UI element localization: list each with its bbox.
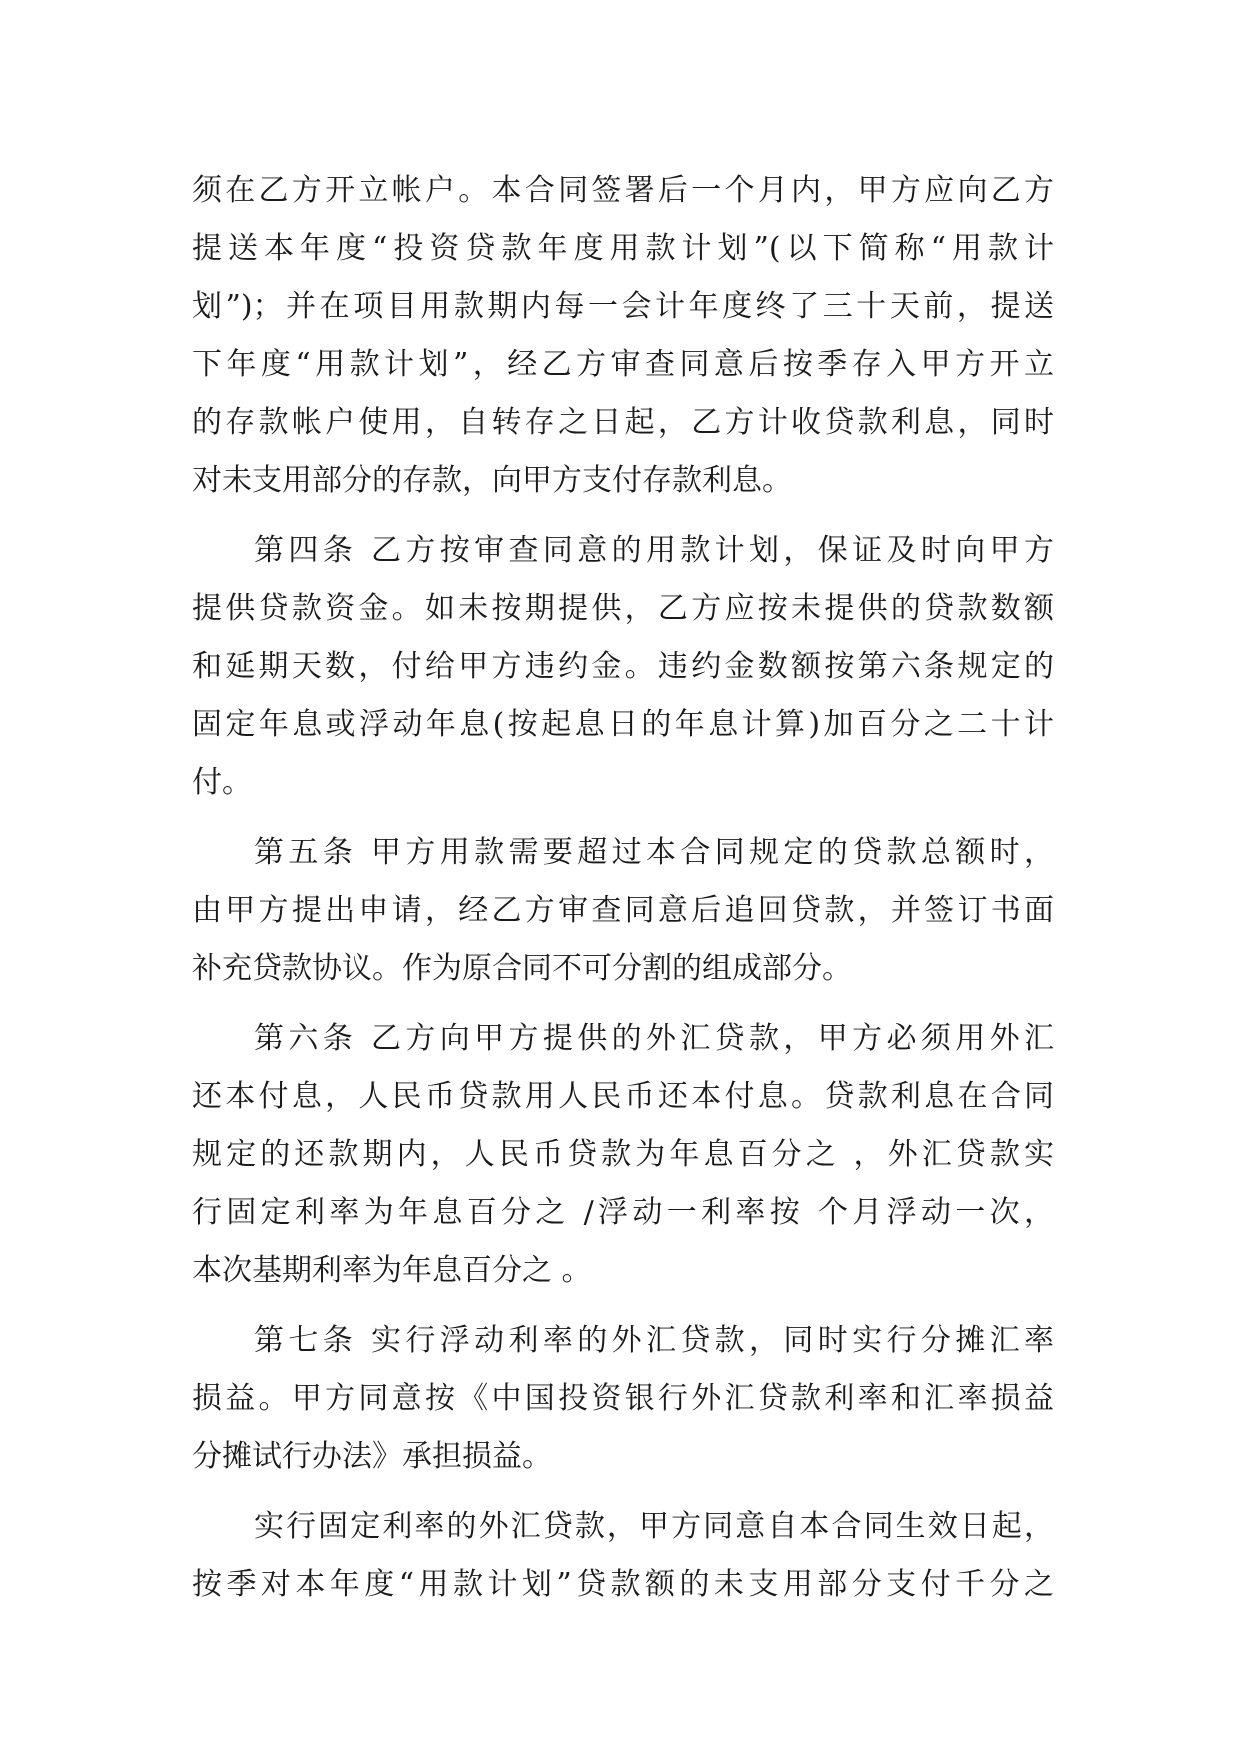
text-line: 须在乙方开立帐户。本合同签署后一个月内，甲方应向乙方 [192, 173, 1054, 208]
text-line: 分摊试行办法》承担损益。 [192, 1439, 552, 1474]
text-line: 补充贷款协议。作为原合同不可分割的组成部分。 [192, 951, 852, 986]
text-line: 划”)；并在项目用款期内每一会计年度终了三十天前，提送 [192, 289, 1054, 324]
text-line: 对未支用部分的存款，向甲方支付存款利息。 [192, 463, 792, 498]
paragraph-article-5 [192, 824, 1054, 998]
paragraph-fixed-rate [192, 1498, 1054, 1614]
text-line: 和延期天数，付给甲方违约金。违约金数额按第六条规定的 [192, 649, 1054, 684]
text-line: 提送本年度“投资贷款年度用款计划”(以下简称“用款计 [192, 231, 1054, 266]
text-line: 第五条 甲方用款需要超过本合同规定的贷款总额时， [254, 835, 1054, 870]
text-line: 按季对本年度“用款计划”贷款额的未支用部分支付千分之 [192, 1567, 1054, 1602]
paragraph-continuation [192, 162, 1054, 510]
text-line: 行固定利率为年息百分之 /浮动一利率按 个月浮动一次， [192, 1195, 1054, 1230]
text-line: 本次基期利率为年息百分之 。 [192, 1253, 592, 1288]
text-line: 的存款帐户使用，自转存之日起，乙方计收贷款利息，同时 [192, 405, 1054, 440]
paragraph-article-4 [192, 522, 1054, 812]
document-body [192, 162, 1054, 1614]
text-line: 付。 [192, 765, 252, 800]
text-line: 下年度“用款计划”，经乙方审查同意后按季存入甲方开立 [192, 347, 1054, 382]
paragraph-article-7 [192, 1312, 1054, 1486]
text-line: 第四条 乙方按审查同意的用款计划，保证及时向甲方 [254, 533, 1054, 568]
text-line: 固定年息或浮动年息(按起息日的年息计算)加百分之二十计 [192, 707, 1054, 742]
text-line: 第七条 实行浮动利率的外汇贷款，同时实行分摊汇率 [254, 1323, 1054, 1358]
text-line: 实行固定利率的外汇贷款，甲方同意自本合同生效日起， [254, 1509, 1054, 1544]
text-line: 规定的还款期内，人民币贷款为年息百分之 ，外汇贷款实 [192, 1137, 1054, 1172]
text-line: 由甲方提出申请，经乙方审查同意后追回贷款，并签订书面 [192, 893, 1054, 928]
text-line: 第六条 乙方向甲方提供的外汇贷款，甲方必须用外汇 [254, 1021, 1054, 1056]
text-line: 还本付息，人民币贷款用人民币还本付息。贷款利息在合同 [192, 1079, 1054, 1114]
paragraph-article-6 [192, 1010, 1054, 1300]
text-line: 提供贷款资金。如未按期提供，乙方应按未提供的贷款数额 [192, 591, 1054, 626]
text-line: 损益。甲方同意按《中国投资银行外汇贷款利率和汇率损益 [192, 1381, 1054, 1416]
